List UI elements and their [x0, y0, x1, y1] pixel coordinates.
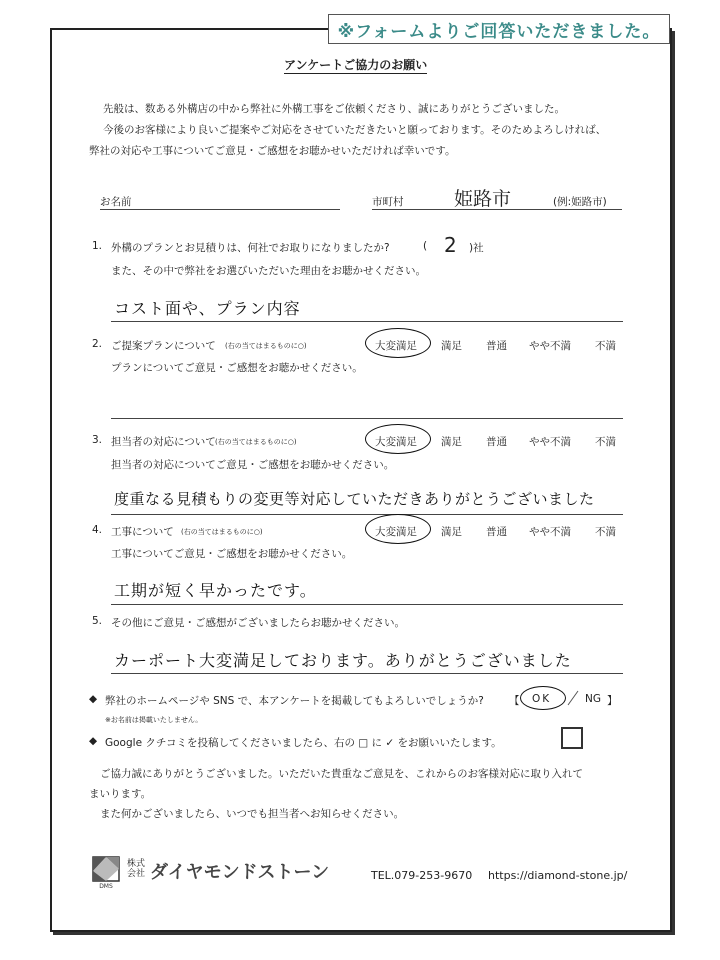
- q4-number: 4.: [92, 524, 103, 536]
- q1-paren-close: )社: [469, 242, 484, 254]
- q3-option-neutral: 普通: [486, 436, 507, 448]
- q4-option-dissatisfied: 不満: [595, 526, 616, 538]
- consent-note: ※お名前は掲載いたしません。: [105, 716, 203, 724]
- company-prefix-top: 株式: [127, 859, 146, 869]
- company-prefix-bottom: 会社: [127, 869, 146, 879]
- q1-answer: コスト面や、プラン内容: [114, 299, 301, 318]
- q2-number: 2.: [92, 338, 103, 350]
- q4-answer: 工期が短く早かったです。: [114, 581, 317, 600]
- q4-text: 工事について: [111, 526, 174, 538]
- q4-option-satisfied: 満足: [441, 526, 462, 538]
- q5-answer-line: [111, 673, 623, 674]
- google-review-checkbox[interactable]: [561, 727, 583, 749]
- diamond-stone-logo-icon: [89, 855, 123, 889]
- q4-option-very-satisfied: 大変満足: [375, 526, 417, 538]
- q2-note: (右の当てはまるものに○): [225, 342, 307, 350]
- google-bullet: ◆: [89, 735, 98, 747]
- q3-option-satisfied: 満足: [441, 436, 462, 448]
- consent-bracket-close: 】: [607, 695, 618, 707]
- form-answer-stamp: ※フォームよりご回答いただきました。: [328, 14, 670, 44]
- q4-selected-circle: [365, 514, 431, 544]
- closing-line-3: また何かございましたら、いつでも担当者へお知らせください。: [100, 808, 405, 820]
- q3-option-somewhat-dissatisfied: やや不満: [529, 436, 571, 448]
- q2-answer-line: [111, 418, 623, 419]
- city-line: [372, 209, 622, 210]
- company-prefix: [127, 859, 145, 879]
- name-label: お名前: [100, 196, 132, 208]
- company-name: ダイヤモンドストーン: [150, 862, 330, 883]
- divider-slash: [566, 689, 580, 707]
- q5-text: その他にご意見・ご感想がございましたらお聴かせください。: [111, 617, 405, 629]
- q2-option-dissatisfied: 不満: [595, 340, 616, 352]
- city-value: 姫路市: [454, 188, 512, 210]
- q2-text: ご提案プランについて: [111, 340, 216, 352]
- company-url[interactable]: https://diamond-stone.jp/: [488, 869, 628, 882]
- closing-line-1: ご協力誠にありがとうございました。いただいた貴重なご意見を、これからのお客様対応に取り入れて: [100, 768, 583, 780]
- q3-answer: 度重なる見積もりの変更等対応していただきありがとうございました: [114, 490, 595, 508]
- city-example: (例:姫路市): [553, 196, 607, 208]
- consent-ok: OK: [532, 693, 552, 705]
- name-line: [100, 209, 340, 210]
- q1-number: 1.: [92, 240, 103, 252]
- q5-answer: カーポート大変満足しております。ありがとうございました: [114, 651, 572, 670]
- intro-line-2: 今後のお客様により良いご提案やご対応をさせていただきたいと願っております。そのためよろしければ、: [103, 124, 607, 136]
- q4-option-somewhat-dissatisfied: やや不満: [529, 526, 571, 538]
- q1-count: 2: [444, 233, 457, 257]
- consent-bullet: ◆: [89, 693, 98, 705]
- q3-option-very-satisfied: 大変満足: [375, 436, 417, 448]
- q3-text: 担当者の対応について: [111, 436, 216, 448]
- survey-title: アンケートご協力のお願い: [284, 58, 428, 72]
- intro-line-3: 弊社の対応や工事についてご意見・ご感想をお聴かせいただければ幸いです。: [89, 145, 456, 157]
- q2-option-somewhat-dissatisfied: やや不満: [529, 340, 571, 352]
- q2-subtext: プランについてご意見・ご感想をお聴かせください。: [111, 362, 363, 374]
- consent-ok-circle: [520, 686, 566, 710]
- q2-option-neutral: 普通: [486, 340, 507, 352]
- q4-answer-line: [111, 604, 623, 605]
- q2-option-very-satisfied: 大変満足: [375, 340, 417, 352]
- q1-answer-line: [111, 321, 623, 322]
- q2-option-satisfied: 満足: [441, 340, 462, 352]
- intro-line-1: 先般は、数ある外構店の中から弊社に外構工事をご依頼くださり、誠にありがとうございました。: [103, 103, 565, 115]
- q3-subtext: 担当者の対応についてご意見・ご感想をお聴かせください。: [111, 459, 395, 471]
- company-tel: TEL.079-253-9670: [371, 869, 473, 882]
- q1-text: 外構のプランとお見積りは、何社でお取りになりましたか?: [111, 242, 390, 254]
- q3-option-dissatisfied: 不満: [595, 436, 616, 448]
- q4-note: (右の当てはまるものに○): [181, 528, 263, 536]
- q5-number: 5.: [92, 615, 103, 627]
- consent-ng: NG: [585, 693, 601, 705]
- city-label: 市町村: [372, 196, 404, 208]
- logo-mark-text: DMS: [99, 883, 113, 889]
- q1-subtext: また、その中で弊社をお選びいただいた理由をお聴かせください。: [111, 265, 426, 277]
- q3-selected-circle: [365, 424, 431, 454]
- q1-paren-open: (: [423, 240, 428, 252]
- q3-number: 3.: [92, 434, 103, 446]
- q4-option-neutral: 普通: [486, 526, 507, 538]
- google-review-text: Google クチコミを投稿してくださいましたら、右の □ に ✓ をお願いいたします。: [105, 737, 502, 749]
- q3-answer-line: [111, 514, 623, 515]
- closing-line-2: まいります。: [89, 788, 152, 800]
- q4-subtext: 工事についてご意見・ご感想をお聴かせください。: [111, 548, 353, 560]
- q2-selected-circle: [365, 328, 431, 358]
- q3-note: (右の当てはまるものに○): [215, 438, 297, 446]
- consent-bracket-open: 【: [509, 695, 520, 707]
- consent-question: 弊社のホームページや SNS で、本アンケートを掲載してもよろしいでしょうか?: [105, 695, 484, 707]
